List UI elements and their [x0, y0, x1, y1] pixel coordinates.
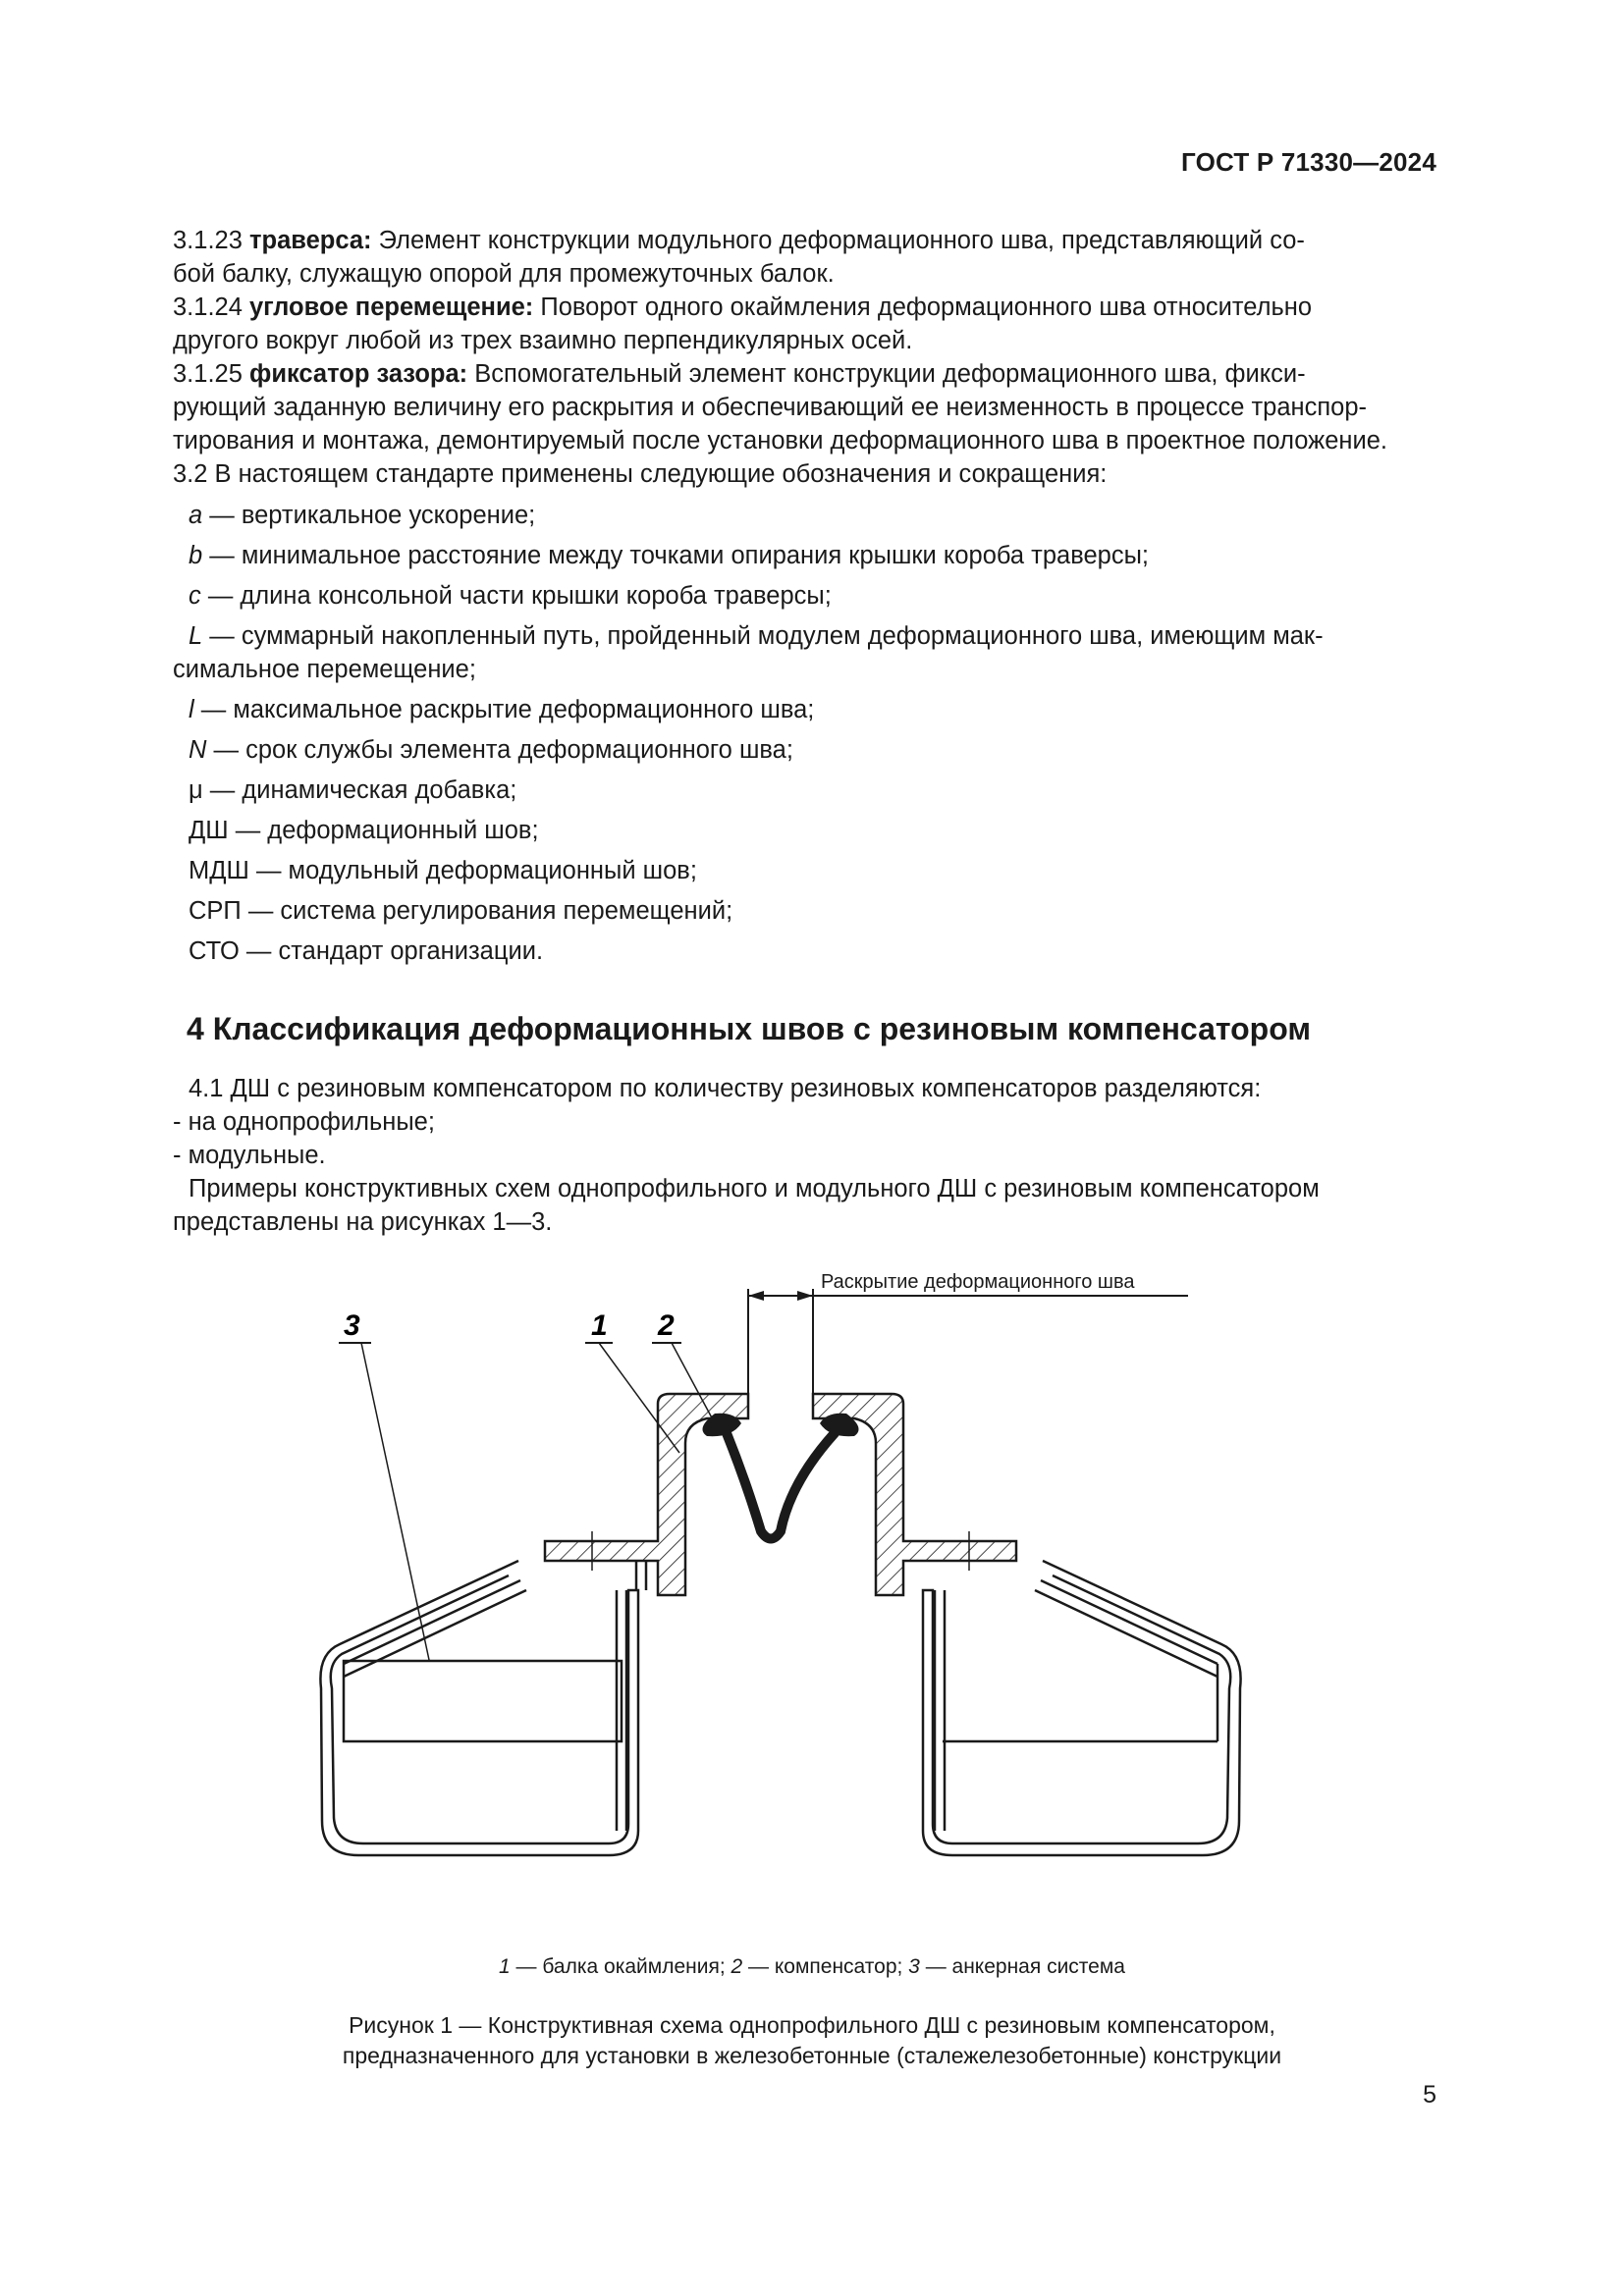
list-item: b — минимальное расстояние между точками опирания крышки короба траверсы; [189, 542, 1149, 569]
list-item: l — максимальное раскрытие деформационного шва; [189, 696, 815, 723]
list-item: СТО — стандарт организации. [189, 937, 544, 965]
figure-1-diagram [196, 1256, 1375, 1949]
section-4-text: 4.1 ДШ с резиновым компенсатором по количеству резиновых компенсаторов разделяются: - на однопрофильные; - модульные. Примеры конструктивных схем однопрофильного и модульного ДШ с резиновым компенсатором представлены на рисунках 1—3. [173, 1075, 1320, 1236]
list-item: МДШ — модульный деформационный шов; [189, 857, 697, 884]
list-item: СРП — система регулирования перемещений; [189, 897, 733, 925]
dimension-label: Раскрытие деформационного шва [821, 1271, 1135, 1293]
definitions-block: 3.1.23 траверса: Элемент конструкции модульного деформационного шва, представляющий со- бой балку, служащую опорой для промежуточных балок. 3.1.24 угловое перемещение: Поворот одного окаймления деформационного шва относительно другого вокруг любой из трех взаимно перпендикулярных осей. 3.1.25 фиксатор зазора: Вспомогательный элемент конструкции деформационного шва, фикси- рующий заданную величину его раскрытия и обеспечивающий ее неизменность в процессе транспор- тирования и монтажа, демонтируемый после установки деформационного шва в проектное положение. 3.2 В настоящем стандарте применены следующие обозначения и сокращения: a — вертикальное ускорение; b — минимальное расстояние между точками опирания крышки короба траверсы; c — длина консольной части крышки короба траверсы; L — суммарный накопленный путь, пройденный модулем деформационного шва, имеющим мак- симальное перемещение; l — максимальное раскрытие деформационного шва; N — срок службы элемента деформационного шва; μ — динамическая добавка; ДШ — деформационный шов; МДШ — модульный деформационный шов; СРП — система регулирования перемещений; СТО — стандарт организации. [173, 224, 1439, 975]
symbols-intro: 3.2 В настоящем стандарте применены следующие обозначения и сокращения: [173, 460, 1108, 488]
right-anchor-system [923, 1561, 1241, 1855]
callout-2: 2 [658, 1309, 675, 1342]
definition-3-1-23: 3.1.23 траверса: Элемент конструкции модульного деформационного шва, представляющий со- [173, 227, 1305, 254]
list-item: L — суммарный накопленный путь, пройденный модулем деформационного шва, имеющим мак- симальное перемещение; [173, 622, 1324, 683]
callout-3: 3 [344, 1309, 360, 1342]
list-item: c — длина консольной части крышки короба траверсы; [189, 582, 832, 610]
left-anchor-system [320, 1561, 646, 1855]
figure-caption: Рисунок 1 — Конструктивная схема однопрофильного ДШ с резиновым компенсатором, предназначенного для установки в железобетонные (сталежелезобетонные) конструкции [342, 2012, 1282, 2068]
document-code: ГОСТ Р 71330—2024 [1181, 147, 1436, 177]
list-item: μ — динамическая добавка; [189, 776, 517, 804]
page-number: 5 [1423, 2081, 1436, 2109]
symbols-list [173, 499, 1439, 968]
list-item: N — срок службы элемента деформационного шва; [189, 736, 793, 764]
dimension-annotation [748, 1271, 1188, 1394]
definition-3-1-24: 3.1.24 угловое перемещение: Поворот одного окаймления деформационного шва относительно [173, 294, 1313, 321]
list-item: a — вертикальное ускорение; [189, 502, 536, 529]
definition-3-1-25: 3.1.25 фиксатор зазора: Вспомогательный элемент конструкции деформационного шва, фикси- [173, 360, 1306, 388]
list-item: ДШ — деформационный шов; [189, 817, 539, 844]
figure-legend: 1 — балка окаймления; 2 — компенсатор; 3 — анкерная система [499, 1955, 1125, 1978]
rubber-compensator [703, 1414, 859, 1539]
section-heading: 4 Классификация деформационных швов с резиновым компенсатором [187, 1011, 1312, 1046]
callout-1: 1 [591, 1309, 608, 1342]
